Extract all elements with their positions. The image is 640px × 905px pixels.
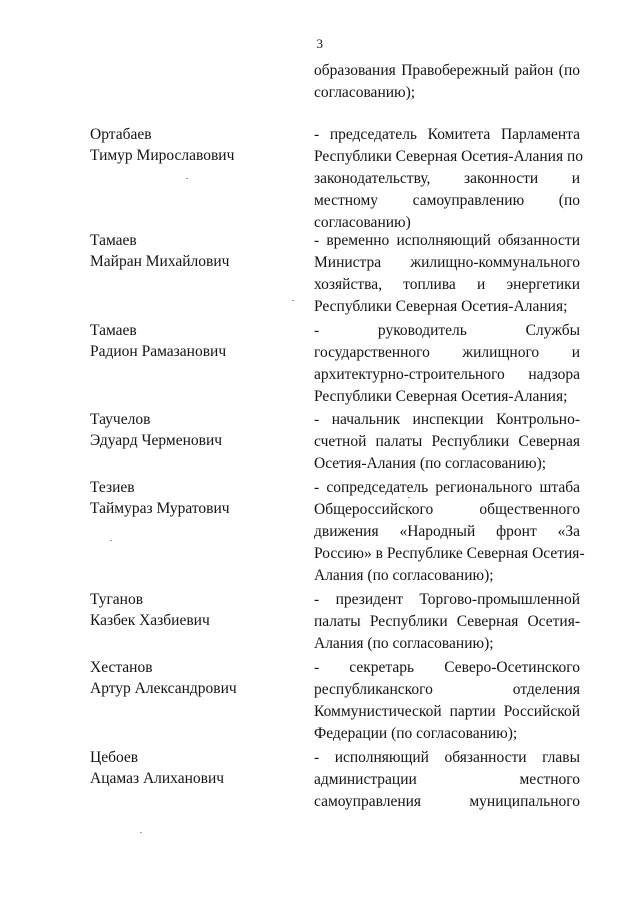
text-line: Осетия-Алания (по согласованию);: [314, 455, 547, 472]
member-position: [314, 124, 584, 234]
text-line: счетной палаты Республики Северная: [314, 433, 580, 450]
scan-speck: [292, 300, 294, 301]
member-position: [314, 747, 580, 813]
member-surname: Хестанов: [90, 659, 153, 676]
member-given-name: Артур Александрович: [90, 680, 237, 697]
text-line: - исполняющий обязанности главы: [314, 749, 580, 766]
text-line: - секретарь Северо-Осетинского: [314, 659, 580, 676]
member-position: [314, 589, 580, 655]
text-line: Федерации (по согласованию);: [314, 725, 518, 742]
member-name: [90, 230, 290, 272]
member-position: [314, 477, 585, 587]
text-line: государственного жилищного и: [314, 344, 580, 361]
text-line: - сопредседатель регионального штаба: [314, 479, 580, 496]
member-position: [314, 230, 580, 318]
text-line: самоуправления муниципального: [314, 793, 580, 810]
member-surname: Тезиев: [90, 479, 135, 496]
member-given-name: Эдуард Черменович: [90, 432, 223, 449]
text-line: - временно исполняющий обязанности: [314, 232, 580, 249]
text-line: Республики Северная Осетия-Алания;: [314, 298, 568, 315]
member-position: [314, 409, 580, 475]
member-given-name: Тимур Мирославович: [90, 147, 235, 164]
text-line: законодательству, законности и: [314, 170, 580, 187]
member-name: [90, 477, 290, 519]
text-line: архитектурно-строительного надзора: [314, 366, 580, 383]
member-name: [90, 589, 290, 631]
member-surname: Ортабаев: [90, 126, 152, 143]
text-line: - председатель Комитета Парламента: [314, 126, 580, 143]
text-line: Россию» в Республике Северная Осетия-: [314, 545, 585, 562]
scan-speck: [140, 832, 142, 833]
member-surname: Цебоев: [90, 749, 139, 766]
member-surname: Туганов: [90, 591, 144, 608]
text-line: Общероссийского общественного: [314, 501, 580, 518]
text-line: согласованию): [314, 214, 411, 231]
member-given-name: Казбек Хазбиевич: [90, 612, 210, 629]
text-line: республиканского отделения: [314, 681, 580, 698]
text-line: местному самоуправлению (по: [314, 192, 580, 209]
member-given-name: Таймураз Муратович: [90, 500, 230, 517]
member-name: [90, 409, 290, 451]
text-line: Республики Северная Осетия-Алания по: [314, 148, 584, 165]
text-line: Коммунистической партии Российской: [314, 703, 580, 720]
member-position: [314, 657, 580, 745]
member-name: [90, 124, 290, 166]
text-line: - президент Торгово-промышленной: [314, 591, 580, 608]
scan-speck: [110, 540, 112, 541]
continuation-text: [314, 60, 580, 104]
member-name: [90, 747, 290, 789]
scan-speck: [186, 178, 188, 179]
text-line: - начальник инспекции Контрольно-: [314, 411, 580, 428]
text-line: Алания (по согласованию);: [314, 567, 494, 584]
member-surname: Тамаев: [90, 232, 137, 249]
member-surname: Тамаев: [90, 322, 137, 339]
text-line: согласованию);: [314, 84, 416, 101]
text-line: хозяйства, топлива и энергетики: [314, 276, 580, 293]
member-position: [314, 320, 580, 408]
text-line: образования Правобережный район (по: [314, 62, 580, 79]
member-given-name: Ацамаз Алиханович: [90, 770, 225, 787]
text-line: Алания (по согласованию);: [314, 635, 494, 652]
text-line: - руководитель Службы: [314, 322, 580, 339]
member-name: [90, 320, 290, 362]
text-line: движения «Народный фронт «За: [314, 523, 580, 540]
member-given-name: Радион Рамазанович: [90, 343, 227, 360]
text-line: Республики Северная Осетия-Алания;: [314, 388, 568, 405]
text-line: администрации местного: [314, 771, 580, 788]
page-number: 3: [316, 36, 324, 51]
member-name: [90, 657, 290, 699]
text-line: Министра жилищно-коммунального: [314, 254, 580, 271]
text-line: палаты Республики Северная Осетия-: [314, 613, 580, 630]
member-given-name: Майран Михайлович: [90, 253, 230, 270]
scan-speck: [408, 497, 410, 498]
member-surname: Таучелов: [90, 411, 151, 428]
